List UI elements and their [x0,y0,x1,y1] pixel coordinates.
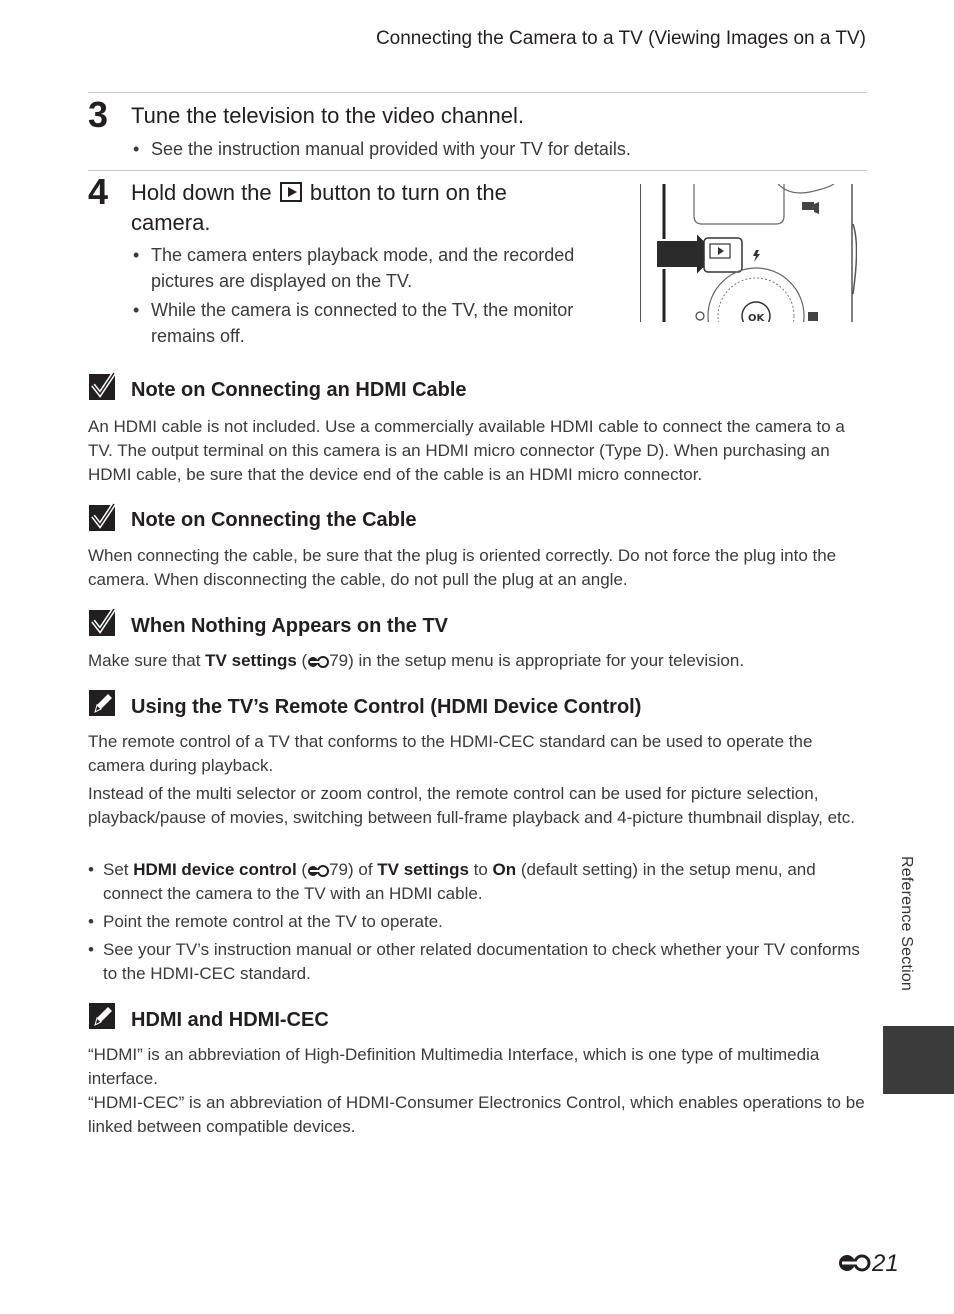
note-title: When Nothing Appears on the TV [131,615,449,637]
note-text: When connecting the cable, be sure that the plug is oriented correctly. Do not force the plug into the camera. When disconnecting the cable, do not pull the plug at an angle. [88,546,837,589]
setting-name: TV settings [205,651,297,670]
step-bullets [131,136,851,165]
bullet-item: • While the camera is connected to the TV, the monitor remains off. [131,297,609,349]
divider [88,170,867,171]
step-number: 4 [88,171,109,212]
note-title: Using the TV’s Remote Control (HDMI Device Control) [131,696,642,718]
page-ref: 79 [329,651,349,670]
step-bullets [131,242,609,352]
note-paragraph: “HDMI-CEC” is an abbreviation of HDMI-Consumer Electronics Control, which enables operations to be linked between compatible devices. [88,1093,865,1136]
check-note-icon [88,503,116,531]
step-title: Tune the television to the video channel. [131,103,525,128]
text-run: Set [103,860,134,879]
text-run: Make sure that [88,651,206,670]
text-run: (default setting) in the setup menu, and connect the camera to the TV with an HDMI cable. [103,860,816,903]
step-title-part: button to turn on the [309,180,507,205]
text-run: ( [296,860,308,879]
bullet-item: • See your TV’s instruction manual or other related documentation to check whether your TV conforms to the HDMI-CEC standard. [88,938,868,986]
running-header: Connecting the Camera to a TV (Viewing Images on a TV) [375,28,866,49]
section-tab [883,1026,954,1094]
note-title: HDMI and HDMI-CEC [131,1009,329,1031]
check-note-icon [88,608,116,636]
step-number: 3 [88,94,109,135]
page-number-text: 21 [872,1250,899,1277]
camera-back-illustration [640,184,857,322]
note-paragraph: Instead of the multi selector or zoom control, the remote control can be used for picture selection, playback/pause of movies, switching between full-frame playback and 4-picture thumbnail display, etc. [88,784,855,827]
bullet-item: • The camera enters playback mode, and the recorded pictures are displayed on the TV. [131,242,609,294]
note-text [88,649,868,673]
text-run: ( [296,651,308,670]
text-run: ) in the setup menu is appropriate for your television. [348,651,745,670]
section-label-text: Reference Section [898,856,915,992]
playback-button-icon [280,182,302,202]
note-title: Note on Connecting the Cable [131,509,417,531]
pencil-note-icon [88,1002,116,1030]
setting-name: TV settings [377,860,469,879]
setting-value: On [492,860,517,879]
text-run: ) of [347,860,378,879]
e-reference-icon [307,655,329,669]
note-paragraph: “HDMI” is an abbreviation of High-Definition Multimedia Interface, which is one type of multimedia interface. [88,1045,820,1088]
setting-name: HDMI device control [133,860,297,879]
step-title [131,178,611,238]
section-side-label [893,856,923,1006]
bullet-item: • Point the remote control at the TV to operate. [88,910,868,934]
bullet-item: • See the instruction manual provided with your TV for details. [131,136,851,162]
e-reference-icon [838,1253,872,1273]
page-ref: 79 [329,860,348,879]
bullet-item [88,858,868,906]
note-text: An HDMI cable is not included. Use a commercially available HDMI cable to connect the camera to a TV. The output terminal on this camera is an HDMI micro connector (Type D). When purchasing an HDMI cable, be sure that the device end of the cable is an HDMI micro connector. [88,417,845,484]
step-title-part: camera. [131,210,211,235]
note-bullets [88,858,868,990]
check-note-icon [88,372,116,400]
page-number [838,1250,899,1278]
note-title: Note on Connecting an HDMI Cable [131,379,467,401]
divider [88,92,867,93]
e-reference-icon [307,864,329,878]
step-title-part: Hold down the [131,180,272,205]
pencil-note-icon [88,689,116,717]
text-run: to [468,860,493,879]
note-paragraph: The remote control of a TV that conforms to the HDMI-CEC standard can be used to operate the camera during playback. [88,732,813,775]
ok-label: OK [748,313,765,322]
